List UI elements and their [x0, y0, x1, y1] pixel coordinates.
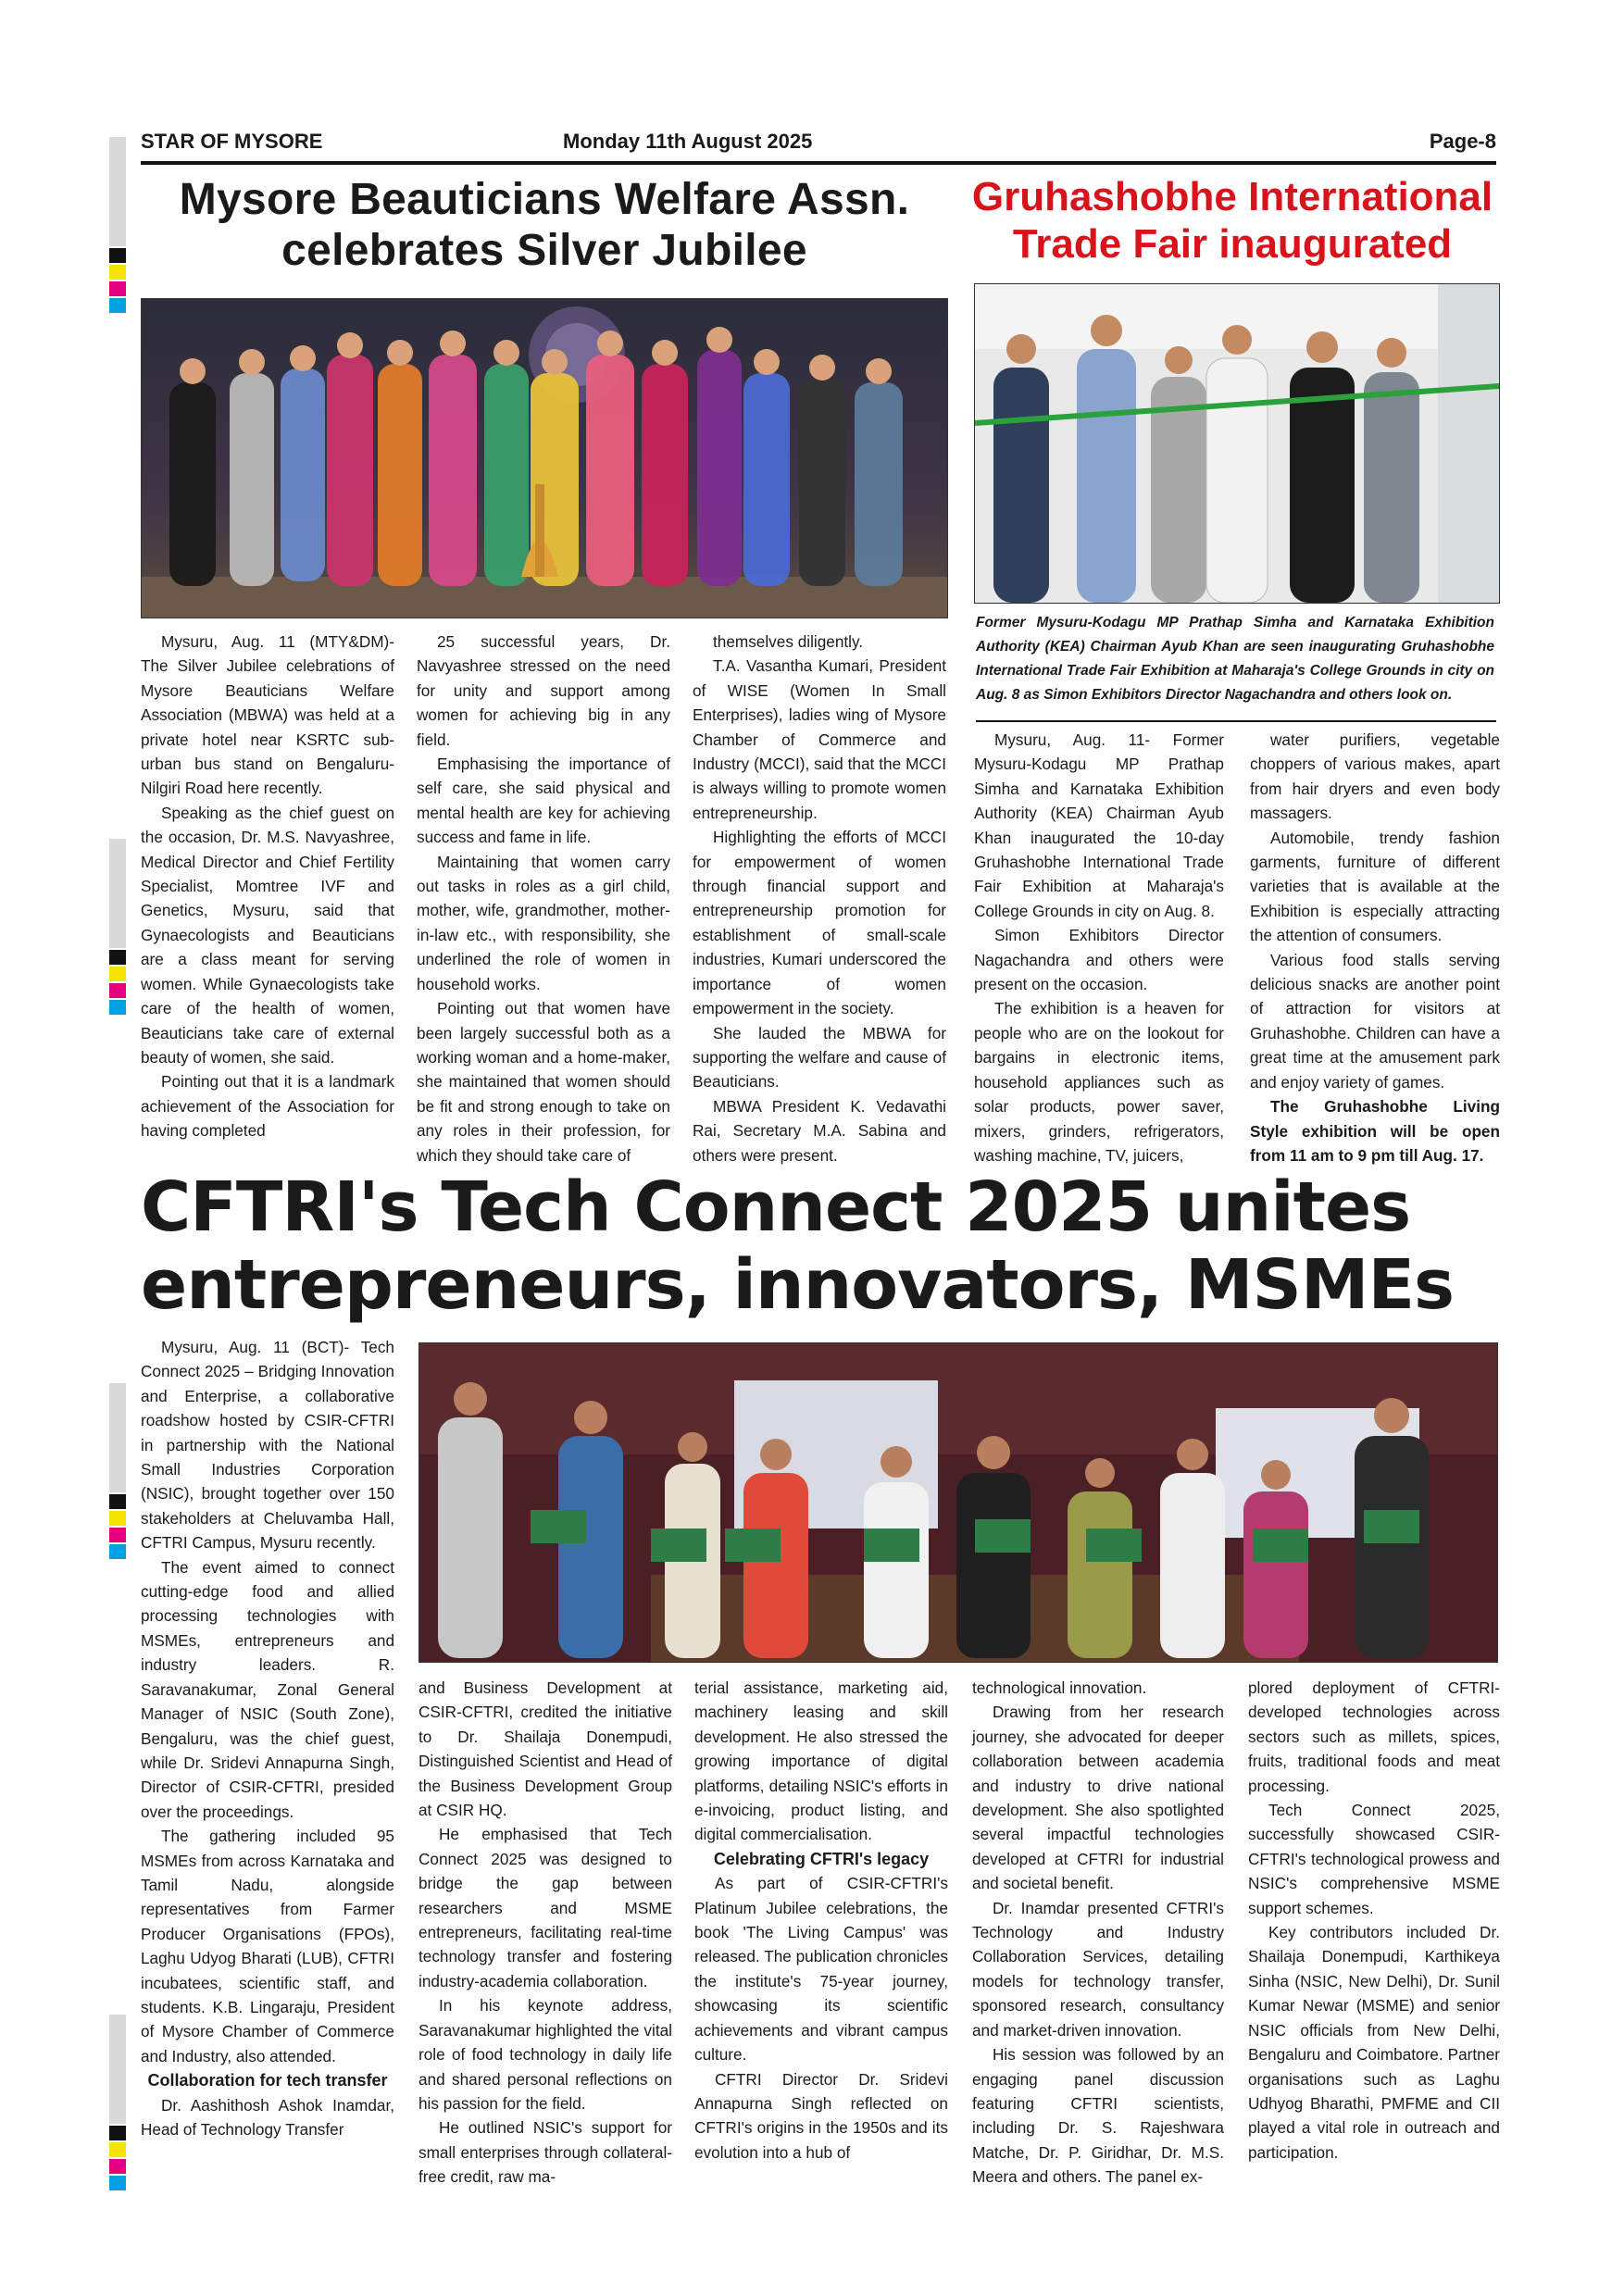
paragraph: As part of CSIR-CFTRI's Platinum Jubilee celebrations, the book 'The Living Campus' was released. The publication chronicles the institute's 75-year journey, showcasing its scientific achievements and vibrant campus culture. [694, 1874, 948, 2065]
paragraph: water purifiers, vegetable choppers of various makes, apart from hair dryers and even body massagers. [1250, 730, 1500, 823]
registration-mark [109, 2159, 126, 2174]
registration-mark [109, 137, 126, 246]
story1-column-1 [141, 630, 394, 1143]
registration-mark [109, 298, 126, 313]
issue-date: Monday 11th August 2025 [563, 130, 813, 153]
paragraph: 25 successful years, Dr. Navyashree stressed on the need for unity and support among women for achieving big in any field. [417, 632, 670, 749]
registration-mark [109, 2126, 126, 2140]
header-rule [141, 161, 1496, 165]
subheading: Celebrating CFTRI's legacy [713, 1849, 930, 1868]
paragraph: Dr. Aashithosh Ashok Inamdar, Head of Technology Transfer [141, 2095, 394, 2139]
paragraph: He emphasised that Tech Connect 2025 was designed to bridge the gap between researchers and MSME entrepreneurs, facilitating real-time technology transfer and fostering industry-academia collaboration. [418, 1825, 672, 1990]
story1-headline: Mysore Beauticians Welfare Assn. celebrates Silver Jubilee [179, 175, 910, 276]
story3-column-2 [418, 1676, 672, 2190]
story1-column-3 [693, 630, 946, 1167]
story2-photo [974, 283, 1500, 604]
paragraph: Mysuru, Aug. 11 (BCT)- Tech Connect 2025 – Bridging Innovation and Enterprise, a collaborative roadshow hosted by CSIR-CFTRI in partnership with the National Small Industries Corporation (NSIC), brought together over 150 stakeholders at Cheluvamba Hall, CFTRI Campus, Mysuru recently. [141, 1338, 394, 1553]
story2-column-1 [974, 728, 1224, 1167]
paragraph: Pointing out that women have been largely successful both as a working woman and a home-maker, she maintained that women should be fit and strong enough to take on any roles in their profession, for which they should take care of [417, 999, 670, 1165]
registration-mark [109, 248, 126, 263]
paragraph-bold: The Gruhashobhe Living Style exhibition will be open from 11 am to 9 pm till Aug. 17. [1250, 1097, 1500, 1165]
registration-mark [109, 265, 126, 280]
registration-mark [109, 1544, 126, 1559]
caption-rule [976, 720, 1496, 722]
registration-mark [109, 281, 126, 296]
paragraph: technological innovation. [972, 1678, 1147, 1697]
story2-headline: Gruhashobhe International Trade Fair inaugurated [971, 174, 1493, 267]
registration-mark [109, 2015, 126, 2124]
paragraph: Drawing from her research journey, she advocated for deeper collaboration between academia and industry to drive national development. She also spotlighted several impactful technologies developed at CFTRI for industrial and societal benefit. [972, 1703, 1224, 1893]
story2-column-2 [1250, 728, 1500, 1167]
paragraph: terial assistance, marketing aid, machinery leasing and skill development. He also stressed the growing importance of digital platforms, detailing NSIC's efforts in e-invoicing, product listing, and digital commercialisation. [694, 1678, 948, 1844]
paragraph: MBWA President K. Vedavathi Rai, Secretary M.A. Sabina and others were present. [693, 1096, 946, 1165]
paragraph: His session was followed by an engaging panel discussion featuring CFTRI scientists, including Dr. S. Rajeshwara Matche, Dr. P. Giridhar, Dr. M.S. Meera and others. The panel ex- [972, 2045, 1224, 2187]
paragraph: The gathering included 95 MSMEs from across Karnataka and Tamil Nadu, alongside representatives from Farmer Producer Organisations (FPOs), Laghu Udyog Bharati (LUB), CFTRI incubatees, scientific staff, and students. K.B. Lingaraju, President of Mysore Chamber of Commerce and Industry, also attended. [141, 1827, 394, 2065]
registration-mark [109, 1383, 126, 1492]
story3-headline: CFTRI's Tech Connect 2025 unites entrepreneurs, innovators, MSMEs [141, 1167, 1455, 1325]
registration-mark [109, 1511, 126, 1526]
paragraph: Tech Connect 2025, successfully showcased CSIR-CFTRI's technological prowess and NSIC's comprehensive MSME support schemes. [1248, 1801, 1500, 1917]
paragraph: Various food stalls serving delicious snacks are another point of attraction for visitors at Gruhashobhe. Children can have a great time at the amusement park and enjoy variety of games. [1250, 950, 1500, 1092]
paragraph: Automobile, trendy fashion garments, furniture of different varieties that is available at the Exhibition is especially attracting the attention of consumers. [1250, 828, 1500, 945]
registration-mark [109, 983, 126, 998]
paragraph: Key contributors included Dr. Shailaja Donempudi, Karthikeya Sinha (NSIC, New Delhi), Dr. Sunil Kumar Newar (MSME) and senior NSIC officials from New Delhi, Bengaluru and Coimbatore. Partner organisations such as Laghu Udhyog Bharathi, PMFME and CII played a vital role in outreach and participation. [1248, 1923, 1500, 2162]
page-header [141, 130, 1496, 163]
paragraph: T.A. Vasantha Kumari, President of WISE (Women In Small Enterprises), ladies wing of Mysore Chamber of Commerce and Industry (MCCI), said that the MCCI is always willing to promote women entrepreneurship. [693, 656, 946, 822]
paragraph: She lauded the MBWA for supporting the welfare and cause of Beauticians. [693, 1023, 946, 1092]
paragraph: and Business Development at CSIR-CFTRI, credited the initiative to Dr. Shailaja Donempudi, Distinguished Scientist and Head of the Business Development Group at CSIR HQ. [418, 1678, 672, 1820]
subheading: Collaboration for tech transfer [147, 2071, 388, 2090]
story3-column-1 [141, 1335, 394, 2141]
paragraph: In his keynote address, Saravanakumar highlighted the vital role of food technology in daily life and shared personal reflections on his passion for the field. [418, 1996, 672, 2113]
paragraph: Pointing out that it is a landmark achievement of the Association for having completed [141, 1072, 394, 1141]
paragraph: The event aimed to connect cutting-edge food and allied processing technologies with MSMEs, entrepreneurs and industry leaders. R. Saravanakumar, Zonal General Manager of NSIC (South Zone), Bengaluru, was the chief guest, while Dr. Sridevi Annapurna Singh, Director of CSIR-CFTRI, presided over the proceedings. [141, 1557, 394, 1821]
story1-photo [141, 298, 948, 618]
story3-column-3 [694, 1676, 948, 2165]
registration-mark [109, 1494, 126, 1509]
paragraph: He outlined NSIC's support for small enterprises through collateral-free credit, raw ma- [418, 2118, 672, 2187]
paragraph: Emphasising the importance of self care, she said physical and mental health are key for achieving success and fame in life. [417, 755, 670, 847]
registration-mark [109, 950, 126, 965]
paragraph: CFTRI Director Dr. Sridevi Annapurna Singh reflected on CFTRI's origins in the 1950s and its evolution into a hub of [694, 2069, 948, 2162]
registration-mark [109, 967, 126, 981]
paper-name: STAR OF MYSORE [141, 130, 323, 153]
registration-mark [109, 1528, 126, 1542]
story3-photo [418, 1342, 1498, 1663]
paragraph: Mysuru, Aug. 11 (MTY&DM)- The Silver Jubilee celebrations of Mysore Beauticians Welfare Association (MBWA) was held at a private hotel near KSRTC sub-urban bus stand on Bengaluru-Nilgiri Road here recently. [141, 632, 394, 798]
paragraph: Mysuru, Aug. 11- Former Mysuru-Kodagu MP Prathap Simha and Karnataka Exhibition Authority (KEA) Chairman Ayub Khan inaugurated the 10-day Gruhashobhe International Trade Fair Exhibition at Maharaja's College Grounds in city on Aug. 8. [974, 730, 1224, 920]
story1-column-2 [417, 630, 670, 1167]
page-number: Page-8 [1429, 130, 1496, 153]
registration-mark [109, 839, 126, 948]
registration-mark [109, 2142, 126, 2157]
story2-caption: Former Mysuru-Kodagu MP Prathap Simha and Karnataka Exhibition Authority (KEA) Chairman Ayub Khan are seen inaugurating Gruhashobhe International Trade Fair Exhibition at Maharaja's College Grounds in city on Aug. 8 as Simon Exhibitors Director Nagachandra and others look on. [976, 615, 1494, 703]
paragraph: Speaking as the chief guest on the occasion, Dr. M.S. Navyashree, Medical Director and Chief Fertility Specialist, Momtree IVF and Genetics, Mysuru, said that Gynaecologists and Beauticians are a class meant for serving women. While Gynaecologists take care of the health of women, Beauticians take care of external beauty of women, she said. [141, 803, 394, 1067]
paragraph: The exhibition is a heaven for people who are on the lookout for bargains in electronic items, household appliances such as solar products, power saver, mixers, grinders, refrigerators, washing machine, TV, juicers, [974, 999, 1224, 1165]
story3-column-4 [972, 1676, 1224, 2190]
paragraph: Maintaining that women carry out tasks in roles as a girl child, mother, wife, grandmother, mother-in-law etc., with responsibility, she underlined the role of women in household works. [417, 852, 670, 993]
registration-mark [109, 1000, 126, 1015]
paragraph: Highlighting the efforts of MCCI for empowerment of women through financial support and entrepreneurship promotion for establishment of small-scale industries, Kumari underscored the importance of women empowerment in the society. [693, 828, 946, 1018]
paragraph: plored deployment of CFTRI-developed technologies across sectors such as millets, spices, fruits, traditional foods and meat processing. [1248, 1678, 1500, 1795]
paragraph: themselves diligently. [713, 632, 864, 651]
paragraph: Simon Exhibitors Director Nagachandra and others were present on the occasion. [974, 926, 1224, 994]
paragraph: Dr. Inamdar presented CFTRI's Technology and Industry Collaboration Services, detailing models for technology transfer, sponsored research, consultancy and market-driven innovation. [972, 1898, 1224, 2040]
registration-mark [109, 2176, 126, 2190]
story3-column-5 [1248, 1676, 1500, 2165]
